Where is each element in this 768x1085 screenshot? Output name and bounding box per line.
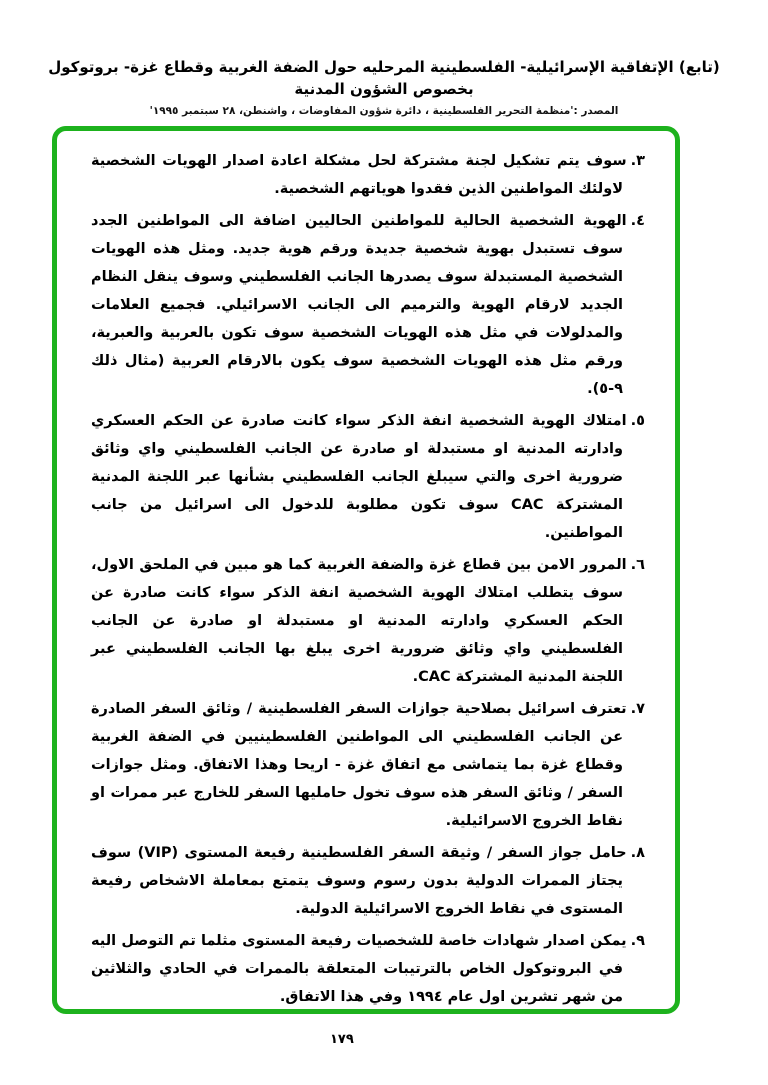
item-text: سوف يتم تشكيل لجنة مشتركة لحل مشكلة اعادة اصدار الهويات الشخصية لاولئك المواطنين الذين فقدوا هوياتهم الشخصية. xyxy=(91,153,627,197)
item-text: الهوية الشخصية الحالية للمواطنين الحاليين اضافة الى المواطنين الجدد سوف تستبدل بهوية شخصية جديدة ورقم هوية جديد. ومثل هذه الهويات الشخصية المستبدلة سوف يصدرها الجانب الفلسطيني وسوف ينقل النظام الجديد لارقام الهوية والترميم الى الجانب الاسرائيلي. فجميع العلامات والمدلولات في مثل هذه الهويات الشخصية سوف تكون بالعربية والعبرية، ورقم مثل هذه الهويات الشخصية سوف يكون بالارقام العربية (مثال ذلك ٩-٥). xyxy=(91,213,627,397)
item-number: ٣. xyxy=(630,153,645,169)
list-item xyxy=(91,927,645,1011)
item-number: ٤. xyxy=(630,213,645,229)
green-border-box xyxy=(52,126,680,1014)
list-item xyxy=(91,147,645,203)
item-text: يمكن اصدار شهادات خاصة للشخصيات رفيعة المستوى مثلما تم التوصل اليه في البروتوكول الخاص بالترتيبات المتعلقة بالممرات في الحادي والثلاثين من شهر تشرين اول عام ١٩٩٤ وفي هذا الاتفاق. xyxy=(91,933,627,1005)
item-number: ٧. xyxy=(630,701,645,717)
item-number: ٨. xyxy=(630,845,645,861)
list-item xyxy=(91,407,645,547)
list-item xyxy=(91,839,645,923)
page-number: ١٧٩ xyxy=(330,1032,354,1047)
page-header xyxy=(0,56,768,117)
item-number: ٥. xyxy=(630,413,645,429)
item-number: ٦. xyxy=(630,557,645,573)
item-text: امتلاك الهوية الشخصية انفة الذكر سواء كانت صادرة عن الحكم العسكري وادارته المدنية او مستبدلة او صادرة عن الجانب الفلسطيني واي وثائق ضرورية اخرى والتي سيبلغ الجانب الفلسطيني بشأنها عبر اللجنة المدنية المشتركة CAC سوف تكون مطلوبة للدخول الى اسرائيل من جانب المواطنين. xyxy=(91,413,627,541)
item-number: ٩. xyxy=(630,933,645,949)
document-source-line: المصدر :'منظمة التحرير الفلسطينية ، دائرة شؤون المفاوضات ، واشنطن، ٢٨ سبتمبر ١٩٩٥' xyxy=(149,105,619,117)
item-text: المرور الامن بين قطاع غزة والضفة الغربية كما هو مبين في الملحق الاول، سوف يتطلب امتلاك الهوية الشخصية انفة الذكر سواء كانت صادرة عن الحكم العسكري وادارته المدنية او مستبدلة او صادرة عن الجانب الفلسطيني واي وثائق ضرورية اخرى يبلغ بها الجانب الفلسطيني عبر اللجنة المدنية المشتركة CAC. xyxy=(91,557,627,685)
document-title: (تابع) الإتفاقية الإسرائيلية- الفلسطينية المرحليه حول الضفة الغربية وقطاع غزة- بروتوكول بخصوص الشؤون المدنية xyxy=(48,58,720,98)
item-text: تعترف اسرائيل بصلاحية جوازات السفر الفلسطينية / وثائق السفر الصادرة عن الجانب الفلسطيني الى المواطنين الفلسطينيين في الضفة الغربية وقطاع غزة بما يتماشى مع اتفاق غزة - اريحا وهذا الاتفاق. ومثل جوازات السفر / وثائق السفر هذه سوف تخول حامليها السفر للخارج عبر ممرات او نقاط الخروج الاسرائيلية. xyxy=(91,701,627,829)
clauses-list xyxy=(57,131,675,1011)
list-item xyxy=(91,695,645,835)
list-item xyxy=(91,207,645,403)
item-text: حامل جواز السفر / وثيقة السفر الفلسطينية رفيعة المستوى (VIP) سوف يجتاز الممرات الدولية بدون رسوم وسوف يتمتع بمعاملة الاشخاص رفيعة المستوى في نقاط الخروج الاسرائيلية الدولية. xyxy=(91,845,627,917)
list-item xyxy=(91,551,645,691)
